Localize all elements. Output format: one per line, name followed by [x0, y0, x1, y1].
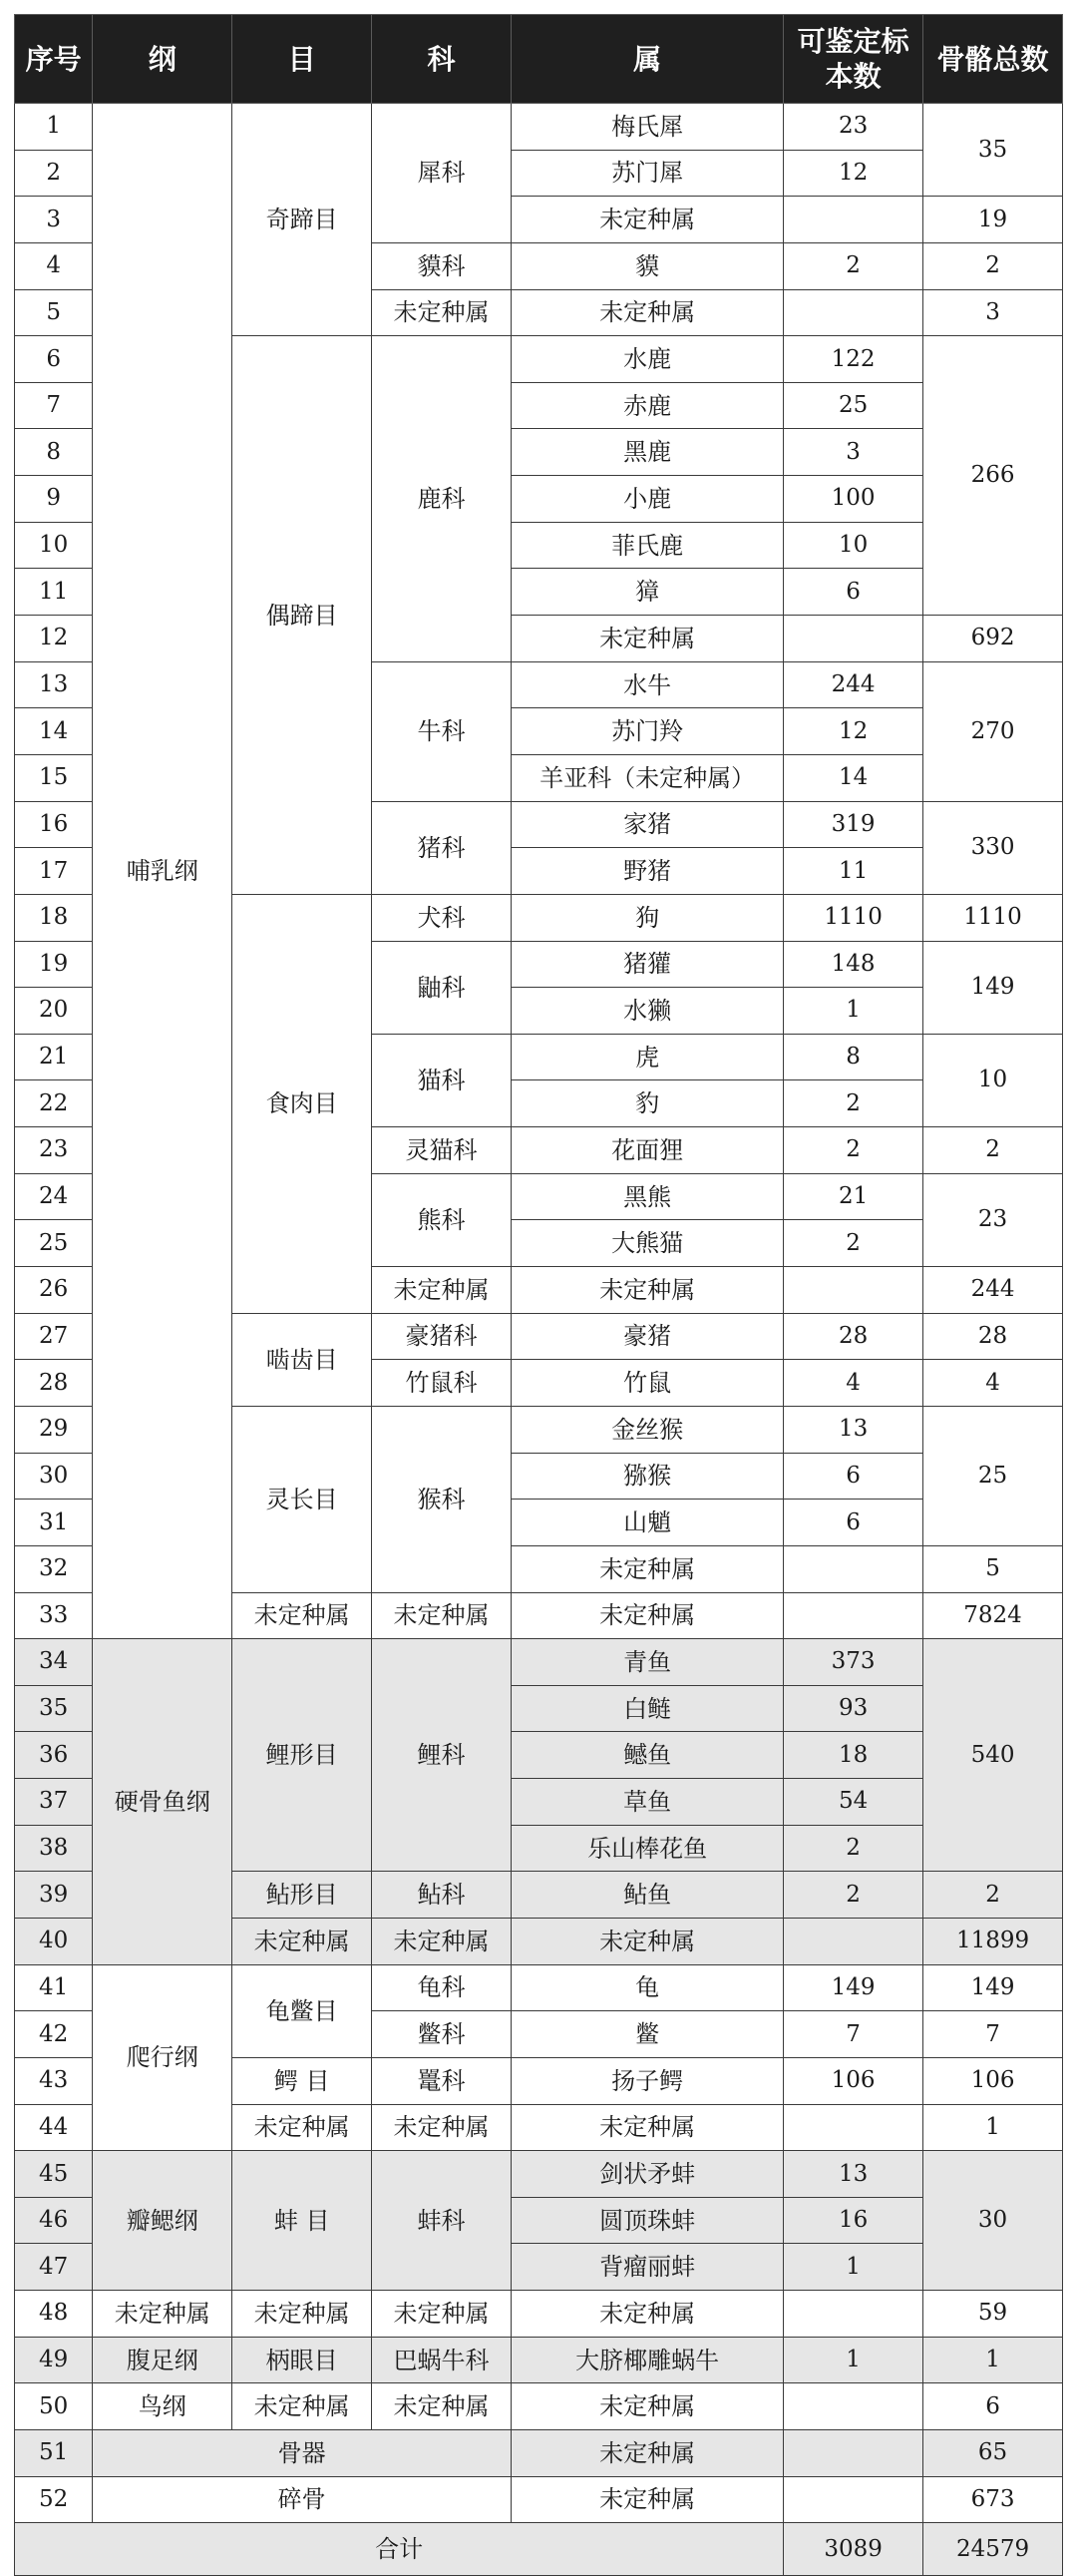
cell-nisp: 8	[784, 1034, 923, 1080]
cell-family: 鼍科	[372, 2057, 512, 2104]
cell-total: 65	[923, 2430, 1063, 2477]
cell-genus: 未定种属	[512, 197, 784, 243]
cell-order: 未定种属	[232, 1918, 372, 1964]
cell-genus: 未定种属	[512, 2476, 784, 2523]
cell-total: 7824	[923, 1592, 1063, 1639]
cell-order: 未定种属	[232, 1592, 372, 1639]
cell-genus: 鳡鱼	[512, 1732, 784, 1779]
cell-total: 266	[923, 336, 1063, 616]
cell-idx: 13	[15, 661, 93, 708]
cell-genus: 苏门犀	[512, 150, 784, 197]
cell-total: 35	[923, 104, 1063, 197]
cell-nisp	[784, 2430, 923, 2477]
cell-order: 未定种属	[232, 2104, 372, 2151]
cell-idx: 47	[15, 2244, 93, 2291]
cell-family: 蚌科	[372, 2151, 512, 2291]
cell-idx: 51	[15, 2430, 93, 2477]
cell-idx: 2	[15, 150, 93, 197]
cell-family: 貘科	[372, 242, 512, 289]
cell-idx: 15	[15, 754, 93, 801]
cell-idx: 42	[15, 2011, 93, 2058]
cell-idx: 7	[15, 382, 93, 429]
cell-total: 11899	[923, 1918, 1063, 1964]
cell-nisp: 93	[784, 1685, 923, 1732]
cell-idx: 18	[15, 894, 93, 941]
cell-family: 未定种属	[372, 289, 512, 336]
cell-genus: 花面狸	[512, 1127, 784, 1174]
cell-nisp: 54	[784, 1779, 923, 1826]
cell-idx: 17	[15, 848, 93, 895]
cell-idx: 19	[15, 941, 93, 988]
cell-nisp: 244	[784, 661, 923, 708]
cell-idx: 48	[15, 2291, 93, 2338]
cell-order: 啮齿目	[232, 1313, 372, 1406]
cell-idx: 21	[15, 1034, 93, 1080]
cell-total: 3	[923, 289, 1063, 336]
cell-nisp: 12	[784, 150, 923, 197]
cell-family: 竹鼠科	[372, 1360, 512, 1407]
total-nisp: 3089	[784, 2523, 923, 2576]
cell-order: 柄眼目	[232, 2337, 372, 2383]
cell-idx: 43	[15, 2057, 93, 2104]
cell-idx: 39	[15, 1872, 93, 1919]
cell-idx: 52	[15, 2476, 93, 2523]
cell-genus: 金丝猴	[512, 1406, 784, 1453]
cell-genus: 黑鹿	[512, 429, 784, 476]
cell-idx: 23	[15, 1127, 93, 1174]
cell-family: 猪科	[372, 801, 512, 894]
cell-total: 10	[923, 1034, 1063, 1126]
cell-family: 鳖科	[372, 2011, 512, 2058]
cell-idx: 1	[15, 104, 93, 151]
cell-nisp: 2	[784, 1220, 923, 1267]
cell-idx: 5	[15, 289, 93, 336]
cell-order: 鲤形目	[232, 1639, 372, 1872]
cell-genus: 剑状矛蚌	[512, 2151, 784, 2198]
cell-order: 鲇形目	[232, 1872, 372, 1919]
cell-nisp: 2	[784, 1825, 923, 1872]
table-body	[15, 104, 1063, 2523]
cell-class: 爬行纲	[93, 1964, 232, 2151]
cell-class: 腹足纲	[93, 2337, 232, 2383]
cell-idx: 20	[15, 988, 93, 1035]
table-row	[15, 2476, 1063, 2523]
fauna-table	[14, 14, 1063, 2576]
cell-nisp: 148	[784, 941, 923, 988]
total-label: 合计	[15, 2523, 784, 2576]
cell-idx: 34	[15, 1639, 93, 1686]
cell-genus: 白鲢	[512, 1685, 784, 1732]
header-family: 科	[372, 15, 512, 104]
cell-total: 6	[923, 2383, 1063, 2430]
cell-nisp: 6	[784, 569, 923, 616]
cell-family: 犀科	[372, 104, 512, 243]
cell-idx: 14	[15, 708, 93, 755]
cell-idx: 8	[15, 429, 93, 476]
cell-total: 270	[923, 661, 1063, 801]
cell-genus: 獐	[512, 569, 784, 616]
header-order: 目	[232, 15, 372, 104]
cell-order: 奇蹄目	[232, 104, 372, 336]
cell-total: 540	[923, 1639, 1063, 1872]
cell-nisp	[784, 1267, 923, 1314]
cell-nisp: 149	[784, 1964, 923, 2011]
cell-idx: 10	[15, 522, 93, 569]
cell-nisp: 4	[784, 1360, 923, 1407]
cell-nisp	[784, 616, 923, 662]
cell-total: 28	[923, 1313, 1063, 1360]
cell-merged: 骨器	[93, 2430, 512, 2477]
cell-class: 哺乳纲	[93, 104, 232, 1639]
cell-family: 未定种属	[372, 1267, 512, 1314]
cell-class: 鸟纲	[93, 2383, 232, 2430]
cell-idx: 24	[15, 1173, 93, 1220]
cell-genus: 竹鼠	[512, 1360, 784, 1407]
cell-nisp: 2	[784, 242, 923, 289]
header-nisp: 可鉴定标本数	[784, 15, 923, 104]
cell-idx: 12	[15, 616, 93, 662]
cell-nisp: 122	[784, 336, 923, 383]
cell-order: 灵长目	[232, 1406, 372, 1592]
cell-nisp: 14	[784, 754, 923, 801]
cell-genus: 水鹿	[512, 336, 784, 383]
cell-family: 鲤科	[372, 1639, 512, 1872]
cell-genus: 羊亚科（未定种属）	[512, 754, 784, 801]
cell-genus: 未定种属	[512, 1918, 784, 1964]
cell-genus: 狗	[512, 894, 784, 941]
cell-idx: 36	[15, 1732, 93, 1779]
total-row	[15, 2523, 1063, 2576]
cell-family: 牛科	[372, 661, 512, 801]
cell-merged: 碎骨	[93, 2476, 512, 2523]
cell-idx: 50	[15, 2383, 93, 2430]
cell-genus: 小鹿	[512, 476, 784, 523]
cell-nisp: 3	[784, 429, 923, 476]
cell-idx: 46	[15, 2197, 93, 2244]
cell-idx: 3	[15, 197, 93, 243]
header-class: 纲	[93, 15, 232, 104]
cell-nisp: 28	[784, 1313, 923, 1360]
table-row	[15, 2383, 1063, 2430]
cell-genus: 大熊猫	[512, 1220, 784, 1267]
cell-idx: 30	[15, 1453, 93, 1500]
cell-genus: 草鱼	[512, 1779, 784, 1826]
cell-order: 蚌 目	[232, 2151, 372, 2291]
cell-genus: 赤鹿	[512, 382, 784, 429]
cell-family: 龟科	[372, 1964, 512, 2011]
cell-idx: 16	[15, 801, 93, 848]
cell-family: 未定种属	[372, 1918, 512, 1964]
cell-nisp: 13	[784, 1406, 923, 1453]
cell-nisp: 1	[784, 988, 923, 1035]
table-row	[15, 2291, 1063, 2338]
cell-family: 未定种属	[372, 2383, 512, 2430]
table-row	[15, 2430, 1063, 2477]
cell-total: 2	[923, 1127, 1063, 1174]
cell-total: 149	[923, 1964, 1063, 2011]
cell-idx: 38	[15, 1825, 93, 1872]
header-row	[15, 15, 1063, 104]
cell-family: 鹿科	[372, 336, 512, 661]
cell-idx: 44	[15, 2104, 93, 2151]
cell-family: 猴科	[372, 1406, 512, 1592]
header-index: 序号	[15, 15, 93, 104]
cell-idx: 45	[15, 2151, 93, 2198]
cell-idx: 22	[15, 1080, 93, 1127]
cell-idx: 49	[15, 2337, 93, 2383]
cell-total: 5	[923, 1545, 1063, 1592]
cell-idx: 33	[15, 1592, 93, 1639]
cell-order: 未定种属	[232, 2291, 372, 2338]
cell-genus: 背瘤丽蚌	[512, 2244, 784, 2291]
cell-class: 未定种属	[93, 2291, 232, 2338]
cell-nisp: 373	[784, 1639, 923, 1686]
cell-nisp: 1	[784, 2337, 923, 2383]
cell-idx: 40	[15, 1918, 93, 1964]
cell-total: 25	[923, 1406, 1063, 1545]
cell-nisp	[784, 289, 923, 336]
cell-family: 灵猫科	[372, 1127, 512, 1174]
cell-genus: 虎	[512, 1034, 784, 1080]
cell-family: 鼬科	[372, 941, 512, 1034]
cell-nisp: 25	[784, 382, 923, 429]
cell-nisp	[784, 2476, 923, 2523]
cell-genus: 豪猪	[512, 1313, 784, 1360]
cell-total: 2	[923, 1872, 1063, 1919]
cell-genus: 青鱼	[512, 1639, 784, 1686]
cell-idx: 11	[15, 569, 93, 616]
cell-nisp: 10	[784, 522, 923, 569]
cell-genus: 黑熊	[512, 1173, 784, 1220]
cell-nisp: 1	[784, 2244, 923, 2291]
cell-genus: 扬子鳄	[512, 2057, 784, 2104]
cell-family: 熊科	[372, 1173, 512, 1266]
cell-nisp: 6	[784, 1453, 923, 1500]
cell-idx: 29	[15, 1406, 93, 1453]
table-row	[15, 104, 1063, 151]
cell-order: 未定种属	[232, 2383, 372, 2430]
cell-class: 硬骨鱼纲	[93, 1639, 232, 1964]
cell-nisp: 1110	[784, 894, 923, 941]
cell-nisp: 2	[784, 1127, 923, 1174]
cell-idx: 37	[15, 1779, 93, 1826]
cell-total: 19	[923, 197, 1063, 243]
cell-total: 330	[923, 801, 1063, 894]
cell-total: 1	[923, 2337, 1063, 2383]
header-total: 骨骼总数	[923, 15, 1063, 104]
cell-genus: 大脐椰雕蜗牛	[512, 2337, 784, 2383]
cell-genus: 未定种属	[512, 1592, 784, 1639]
cell-idx: 6	[15, 336, 93, 383]
cell-family: 犬科	[372, 894, 512, 941]
cell-family: 巴蜗牛科	[372, 2337, 512, 2383]
table-row	[15, 1964, 1063, 2011]
cell-total: 149	[923, 941, 1063, 1034]
cell-genus: 未定种属	[512, 2430, 784, 2477]
cell-nisp: 21	[784, 1173, 923, 1220]
cell-family: 猫科	[372, 1034, 512, 1126]
cell-nisp: 23	[784, 104, 923, 151]
cell-total: 4	[923, 1360, 1063, 1407]
cell-genus: 未定种属	[512, 2104, 784, 2151]
cell-genus: 山魈	[512, 1500, 784, 1546]
cell-genus: 家猪	[512, 801, 784, 848]
cell-nisp: 6	[784, 1500, 923, 1546]
cell-idx: 28	[15, 1360, 93, 1407]
cell-nisp	[784, 2291, 923, 2338]
cell-idx: 9	[15, 476, 93, 523]
cell-genus: 菲氏鹿	[512, 522, 784, 569]
cell-nisp: 106	[784, 2057, 923, 2104]
cell-idx: 26	[15, 1267, 93, 1314]
cell-nisp	[784, 1592, 923, 1639]
cell-idx: 31	[15, 1500, 93, 1546]
cell-nisp: 12	[784, 708, 923, 755]
cell-total: 1	[923, 2104, 1063, 2151]
cell-family: 鲇科	[372, 1872, 512, 1919]
cell-genus: 未定种属	[512, 289, 784, 336]
cell-genus: 梅氏犀	[512, 104, 784, 151]
cell-total: 7	[923, 2011, 1063, 2058]
cell-genus: 苏门羚	[512, 708, 784, 755]
cell-nisp	[784, 197, 923, 243]
cell-nisp: 13	[784, 2151, 923, 2198]
header-genus: 属	[512, 15, 784, 104]
cell-nisp: 100	[784, 476, 923, 523]
cell-nisp: 2	[784, 1872, 923, 1919]
cell-total: 244	[923, 1267, 1063, 1314]
total-bones: 24579	[923, 2523, 1063, 2576]
cell-nisp: 319	[784, 801, 923, 848]
table-row	[15, 2337, 1063, 2383]
cell-genus: 猪獾	[512, 941, 784, 988]
cell-genus: 水牛	[512, 661, 784, 708]
cell-family: 未定种属	[372, 2104, 512, 2151]
cell-order: 鳄 目	[232, 2057, 372, 2104]
cell-genus: 野猪	[512, 848, 784, 895]
cell-nisp	[784, 2104, 923, 2151]
cell-total: 1110	[923, 894, 1063, 941]
cell-idx: 35	[15, 1685, 93, 1732]
cell-genus: 鳖	[512, 2011, 784, 2058]
cell-nisp: 16	[784, 2197, 923, 2244]
cell-nisp: 7	[784, 2011, 923, 2058]
cell-idx: 27	[15, 1313, 93, 1360]
cell-order: 食肉目	[232, 894, 372, 1313]
cell-order: 偶蹄目	[232, 336, 372, 895]
cell-total: 59	[923, 2291, 1063, 2338]
cell-genus: 未定种属	[512, 2291, 784, 2338]
cell-genus: 水獭	[512, 988, 784, 1035]
cell-genus: 貘	[512, 242, 784, 289]
cell-idx: 32	[15, 1545, 93, 1592]
cell-order: 龟鳖目	[232, 1964, 372, 2057]
cell-total: 692	[923, 616, 1063, 662]
cell-genus: 未定种属	[512, 1545, 784, 1592]
cell-genus: 龟	[512, 1964, 784, 2011]
cell-nisp	[784, 1918, 923, 1964]
cell-genus: 乐山棒花鱼	[512, 1825, 784, 1872]
cell-total: 2	[923, 242, 1063, 289]
cell-genus: 猕猴	[512, 1453, 784, 1500]
cell-family: 豪猪科	[372, 1313, 512, 1360]
cell-idx: 4	[15, 242, 93, 289]
cell-family: 未定种属	[372, 2291, 512, 2338]
cell-total: 673	[923, 2476, 1063, 2523]
cell-genus: 未定种属	[512, 616, 784, 662]
cell-genus: 未定种属	[512, 2383, 784, 2430]
cell-class: 瓣鳃纲	[93, 2151, 232, 2291]
cell-nisp	[784, 1545, 923, 1592]
cell-idx: 25	[15, 1220, 93, 1267]
cell-nisp	[784, 2383, 923, 2430]
cell-genus: 未定种属	[512, 1267, 784, 1314]
cell-nisp: 11	[784, 848, 923, 895]
cell-nisp: 2	[784, 1080, 923, 1127]
table-row	[15, 2151, 1063, 2198]
cell-total: 30	[923, 2151, 1063, 2291]
cell-genus: 鲇鱼	[512, 1872, 784, 1919]
cell-genus: 圆顶珠蚌	[512, 2197, 784, 2244]
cell-family: 未定种属	[372, 1592, 512, 1639]
cell-idx: 41	[15, 1964, 93, 2011]
cell-total: 106	[923, 2057, 1063, 2104]
table-row	[15, 1639, 1063, 1686]
cell-total: 23	[923, 1173, 1063, 1266]
cell-nisp: 18	[784, 1732, 923, 1779]
cell-genus: 豹	[512, 1080, 784, 1127]
